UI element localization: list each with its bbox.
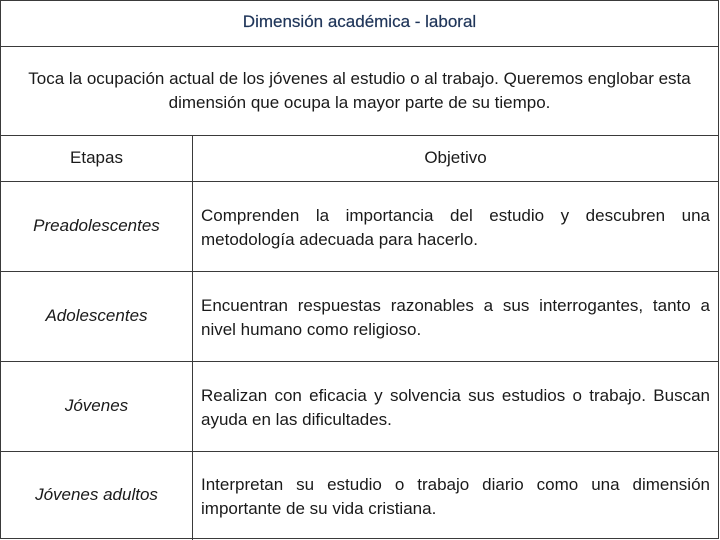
stage-label: Adolescentes <box>45 306 148 325</box>
column-header-row <box>1 136 718 182</box>
objective-cell <box>193 452 718 540</box>
intro-row <box>1 47 718 136</box>
objective-header-cell <box>193 136 718 181</box>
objective-text: Realizan con eficacia y solvencia sus estudios o trabajo. Buscan ayuda en las dificultades. <box>201 386 710 429</box>
table-row <box>1 182 718 272</box>
objective-text: Interpretan su estudio o trabajo diario como una dimensión importante de su vida cristiana. <box>201 475 710 518</box>
title-row <box>1 1 718 47</box>
objective-header: Objetivo <box>424 148 487 167</box>
stage-label: Preadolescentes <box>33 216 160 235</box>
stage-cell <box>1 272 193 361</box>
objective-cell <box>193 182 718 271</box>
stage-cell <box>1 182 193 271</box>
table-row <box>1 362 718 452</box>
objective-cell <box>193 272 718 361</box>
stage-label: Jóvenes <box>64 396 129 415</box>
objective-text: Comprenden la importancia del estudio y descubren una metodología adecuada para hacerlo. <box>201 206 710 249</box>
stage-header-cell <box>1 136 193 181</box>
stage-label: Jóvenes adultos <box>35 485 158 504</box>
stage-cell <box>1 362 193 451</box>
intro-paragraph: Toca la ocupación actual de los jóvenes al estudio o al trabajo. Queremos englobar esta dimensión que ocupa la mayor parte de su tiempo. <box>28 69 691 112</box>
table-title: Dimensión académica - laboral <box>242 12 477 31</box>
objective-cell <box>193 362 718 451</box>
objective-text: Encuentran respuestas razonables a sus interrogantes, tanto a nivel humano como religioso. <box>201 296 710 339</box>
table-row <box>1 452 718 540</box>
stage-header: Etapas <box>70 148 123 167</box>
stage-cell <box>1 452 193 540</box>
table-row <box>1 272 718 362</box>
